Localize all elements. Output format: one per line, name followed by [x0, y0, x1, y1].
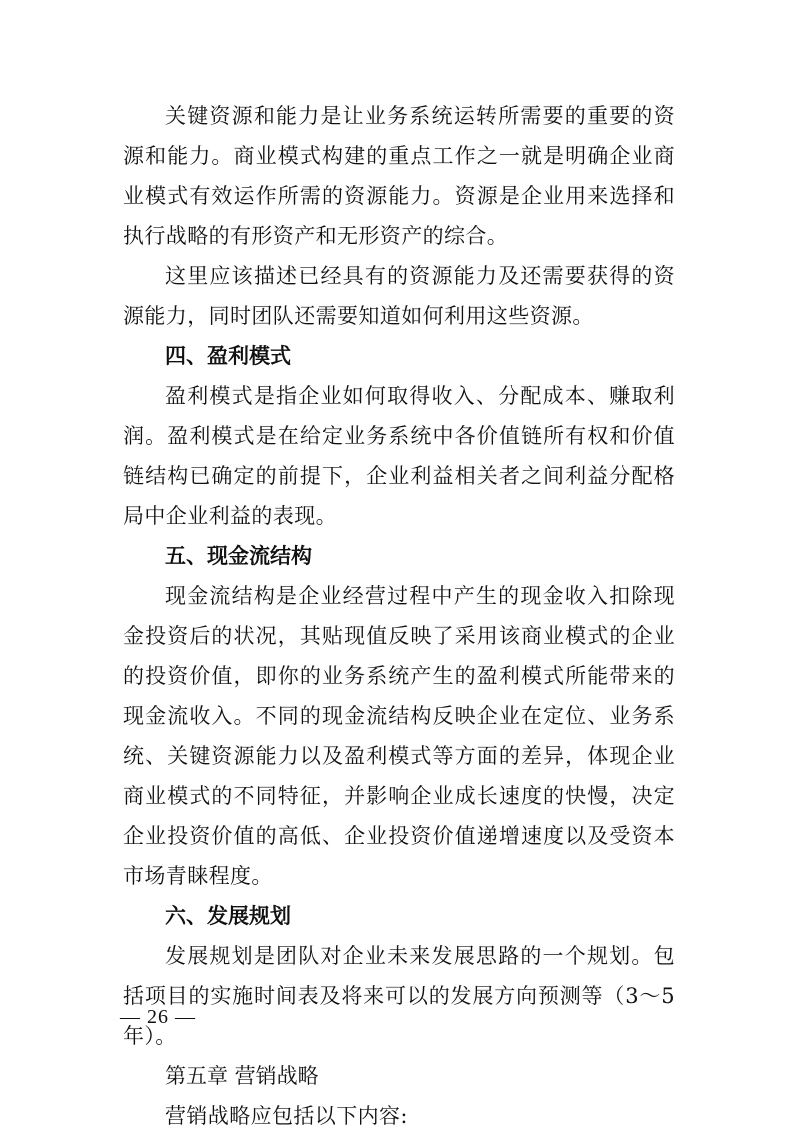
chapter-title: 第五章 营销战略	[165, 1064, 319, 1088]
paragraph-key-resources: 关键资源和能力是让业务系统运转所需要的重要的资源和能力。商业模式构建的重点工作之一就是明确企业商业模式有效运作所需的资源能力。资源是企业用来选择和执行战略的有形资产和无形资产的综合。	[123, 104, 675, 248]
page-content	[123, 96, 675, 1136]
paragraph-cash-flow: 现金流结构是企业经营过程中产生的现金收入扣除现金投资后的状况，其贴现值反映了采用该商业模式的企业的投资价值，即你的业务系统产生的盈利模式所能带来的现金流收入。不同的现金流结构反映企业在定位、业务系统、关键资源能力以及盈利模式等方面的差异，体现企业商业模式的不同特征，并影响企业成长速度的快慢，决定企业投资价值的高低、企业投资价值递增速度以及受资本市场青睐程度。	[123, 584, 675, 888]
heading-profit-model: 四、盈利模式	[165, 344, 291, 368]
paragraph-development-plan: 发展规划是团队对企业未来发展思路的一个规划。包括项目的实施时间表及将来可以的发展方向预测等（3～5年）。	[123, 944, 675, 1048]
paragraph-profit-model: 盈利模式是指企业如何取得收入、分配成本、赚取利润。盈利模式是在给定业务系统中各价值链所有权和价值链结构已确定的前提下，企业利益相关者之间利益分配格局中企业利益的表现。	[123, 384, 675, 528]
paragraph-resource-description: 这里应该描述已经具有的资源能力及还需要获得的资源能力，同时团队还需要知道如何利用这些资源。	[123, 264, 675, 328]
page-number: — 26 —	[120, 1006, 196, 1028]
paragraph-marketing-intro: 营销战略应包括以下内容:	[165, 1104, 408, 1128]
heading-development-plan: 六、发展规划	[165, 904, 291, 928]
heading-cash-flow: 五、现金流结构	[165, 544, 312, 568]
